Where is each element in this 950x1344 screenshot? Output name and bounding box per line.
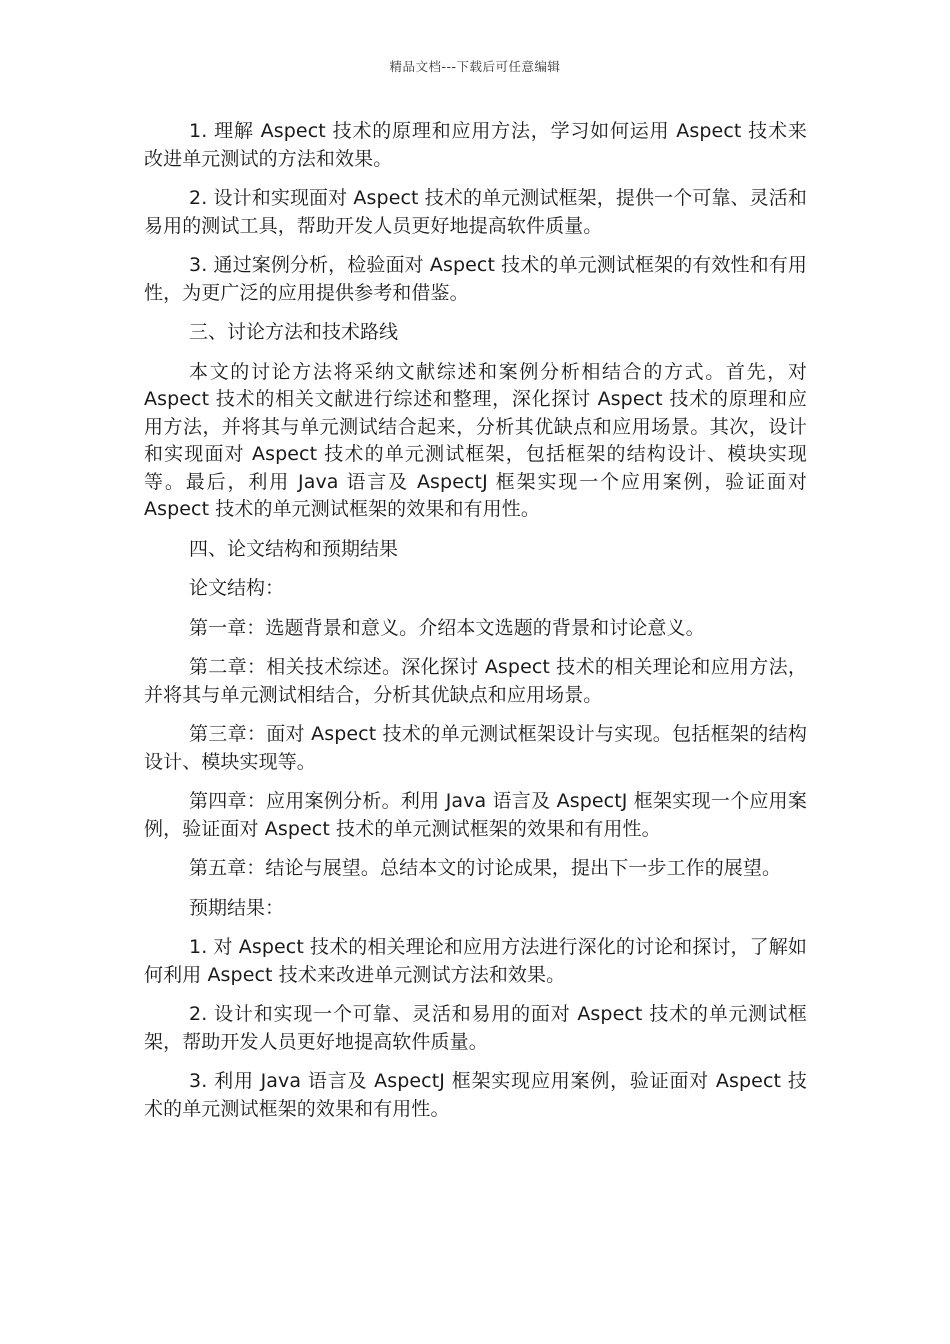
objective-paragraph-1: 1. 理解 Aspect 技术的原理和应用方法，学习如何运用 Aspect 技术来改进单元测试的方法和效果。: [144, 120, 807, 170]
page-header: 精品文档---下载后可任意编辑: [389, 59, 561, 74]
result-paragraph-1: 1. 对 Aspect 技术的相关理论和应用方法进行深化的讨论和探讨，了解如何利用 Aspect 技术来改进单元测试方法和效果。: [144, 936, 807, 986]
subheading-thesis-structure: 论文结构：: [189, 577, 285, 599]
document-body: [144, 118, 807, 1135]
chapter-2-paragraph: 第二章：相关技术综述。深化探讨 Aspect 技术的相关理论和应用方法，并将其与单元测试相结合，分析其优缺点和应用场景。: [144, 656, 807, 706]
chapter-3-paragraph: 第三章：面对 Aspect 技术的单元测试框架设计与实现。包括框架的结构设计、模块实现等。: [144, 723, 807, 773]
chapter-5-paragraph: 第五章：结论与展望。总结本文的讨论成果，提出下一步工作的展望。: [189, 857, 782, 879]
subheading-expected-results: 预期结果：: [189, 896, 285, 919]
objective-paragraph-2: 2. 设计和实现面对 Aspect 技术的单元测试框架，提供一个可靠、灵活和易用的测试工具，帮助开发人员更好地提高软件质量。: [144, 187, 807, 237]
chapter-1-paragraph: 第一章：选题背景和意义。介绍本文选题的背景和讨论意义。: [189, 616, 705, 639]
result-paragraph-2: 2. 设计和实现一个可靠、灵活和易用的面对 Aspect 技术的单元测试框架，帮助开发人员更好地提高软件质量。: [144, 1003, 807, 1053]
methods-paragraph: 本文的讨论方法将采纳文献综述和案例分析相结合的方式。首先，对 Aspect 技术的相关文献进行综述和整理，深化探讨 Aspect 技术的原理和应用方法，并将其与单元测试结合起来，分析其优缺点和应用场景。其次，设计和实现面对 Aspect 技术的单元测试框架，包括框架的结构设计、模块实现等。最后，利用 Java 语言及 AspectJ 框架实现一个应用案例，验证面对 Aspect 技术的单元测试框架的效果和有用性。: [144, 360, 807, 520]
objective-paragraph-3: 3. 通过案例分析，检验面对 Aspect 技术的单元测试框架的有效性和有用性，为更广泛的应用提供参考和借鉴。: [144, 254, 807, 304]
section-heading-methods: 三、讨论方法和技术路线: [189, 321, 399, 343]
chapter-4-paragraph: 第四章：应用案例分析。利用 Java 语言及 AspectJ 框架实现一个应用案例，验证面对 Aspect 技术的单元测试框架的效果和有用性。: [144, 790, 807, 840]
result-paragraph-3: 3. 利用 Java 语言及 AspectJ 框架实现应用案例，验证面对 Aspect 技术的单元测试框架的效果和有用性。: [144, 1070, 807, 1120]
section-heading-structure: 四、论文结构和预期结果: [189, 537, 399, 560]
